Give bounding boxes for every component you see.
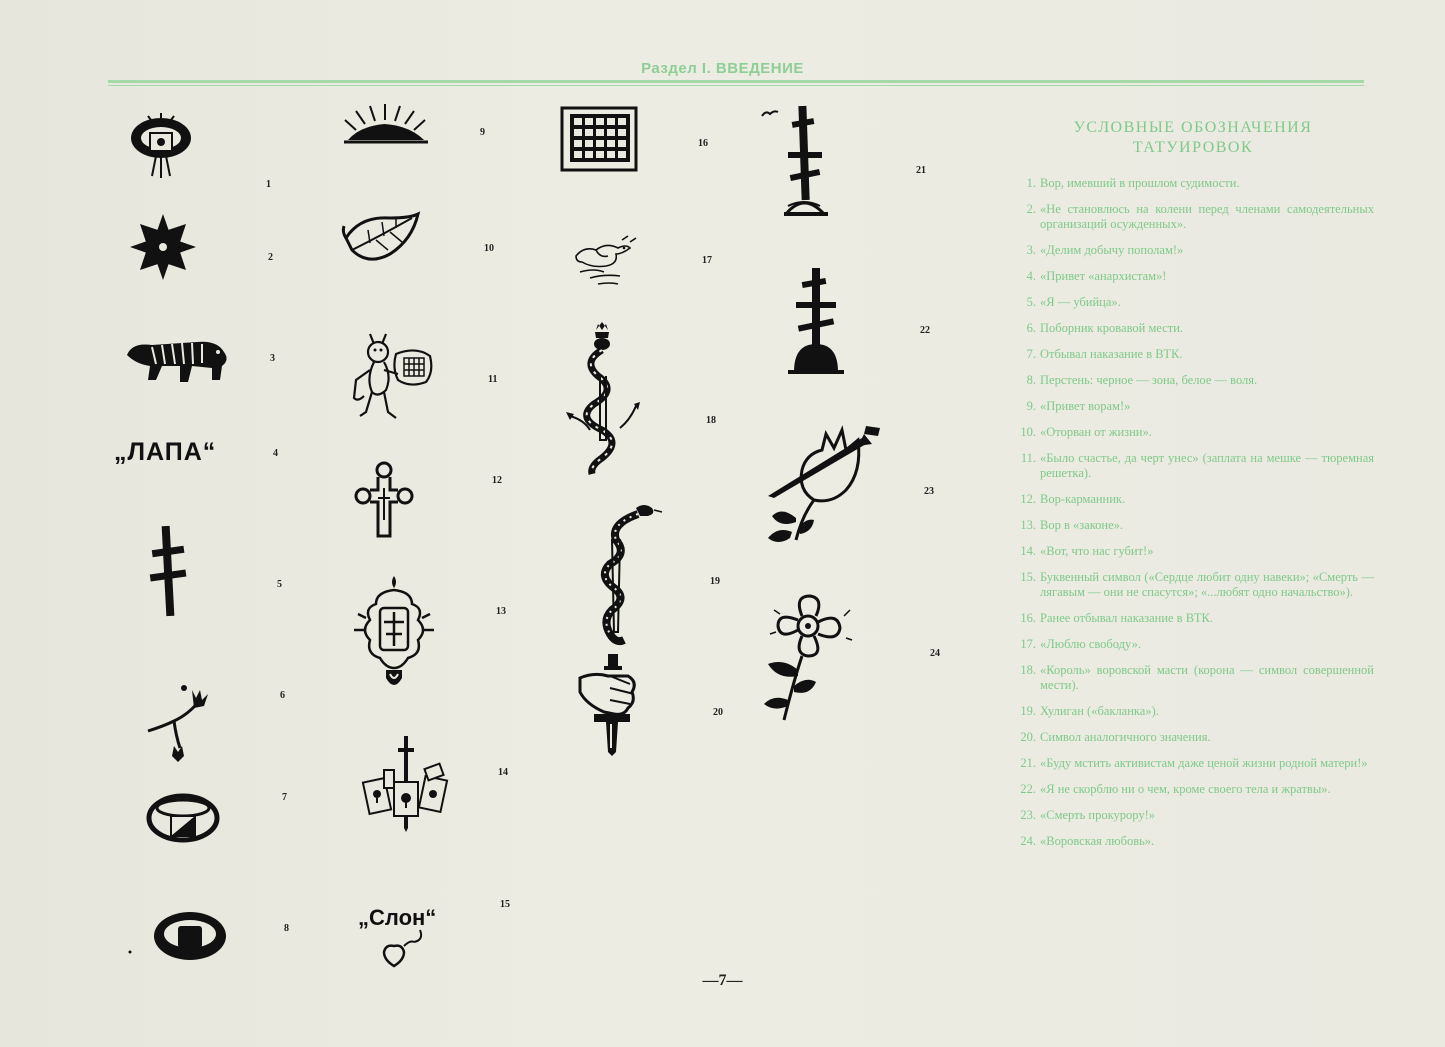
tattoo-24-flower [754,590,854,722]
figure-number-3: 3 [270,353,275,364]
tattoo-6-tulip-branch [144,686,216,764]
figure-number-1: 1 [266,179,271,190]
legend-item [1012,295,1374,310]
figure-number-19: 19 [710,576,720,587]
legend-item-number: 15. [1020,570,1036,584]
legend-item-number: 19. [1020,704,1036,718]
figure-number-6: 6 [280,690,285,701]
legend-item-number: 12. [1020,492,1036,506]
header-rule-thin [108,85,1364,86]
legend-item-text: Вор-карманник. [1040,492,1126,506]
figure-number-14: 14 [498,767,508,778]
legend-item [1012,756,1374,771]
legend-item-text: Символ аналогичного значения. [1040,730,1211,744]
figure-number-2: 2 [268,252,273,263]
legend-item [1012,808,1374,823]
legend-item [1012,321,1374,336]
legend-item-number: 18. [1020,663,1036,677]
legend-item [1012,663,1374,693]
legend-item-text: Вор, имевший в прошлом судимости. [1040,176,1240,190]
tattoo-5-double-cross [148,526,188,618]
legend-item-number: 21. [1020,756,1036,770]
legend-item-number: 24. [1020,834,1036,848]
legend-item [1012,243,1374,258]
tattoo-9-rising-sun [340,102,430,144]
legend-item-text: «Не становлюсь на колени перед членами самодеятельных организаций осужденных». [1040,202,1374,231]
tattoo-22-grave-cross-black [784,266,848,374]
legend-item-text: Отбывал наказание в ВТК. [1040,347,1183,361]
legend-item-number: 20. [1020,730,1036,744]
figure-number-16: 16 [698,138,708,149]
legend-item-text: «Было счастье, да черт унес» (заплата на мешке — тюремная решетка). [1040,451,1374,480]
legend-item-number: 11. [1020,451,1036,465]
legend-item-number: 8. [1026,373,1036,387]
legend-item [1012,451,1374,481]
legend-item-number: 1. [1026,176,1036,190]
legend-item [1012,704,1374,719]
tattoo-18-snake-crown [562,320,644,476]
header-rule [108,80,1364,83]
legend-item-text: «Буду мстить активистам даже ценой жизни родной матери!» [1040,756,1368,770]
legend-item-text: «Вот, что нас губит!» [1040,544,1154,558]
legend-item-number: 16. [1020,611,1036,625]
tattoo-2-star [128,212,198,282]
legend-item-number: 9. [1026,399,1036,413]
legend-item-number: 10. [1020,425,1036,439]
figure-number-9: 9 [480,127,485,138]
figure-number-21: 21 [916,165,926,176]
legend-item-text: «Король» воровской масти (корона — символ совершенной мести). [1040,663,1374,692]
section-header: Раздел I. ВВЕДЕНИЕ [641,60,804,77]
page-number: —7— [702,972,743,989]
tattoo-10-leaf [340,210,420,266]
tattoo-1-eye-ring [126,108,196,183]
figure-number-24: 24 [930,648,940,659]
legend-item-text: «Делим добычу пополам!» [1040,243,1184,257]
legend-item-number: 13. [1020,518,1036,532]
tattoo-20-hand-dagger [574,652,648,756]
legend-item [1012,518,1374,533]
legend-item-number: 5. [1026,295,1036,309]
tattoo-13-icon-cross [350,574,438,694]
tattoo-3-tiger [122,330,232,385]
legend-item-text: «Я не скорблю ни о чем, кроме своего тела и жратвы». [1040,782,1331,796]
legend-item-number: 17. [1020,637,1036,651]
tattoo-8-black-ring [150,904,230,964]
tattoo-14-cards-dagger [360,734,452,832]
legend-item-text: Ранее отбывал наказание в ВТК. [1040,611,1213,625]
tattoo-21-grave-cross-white [760,102,850,220]
figure-number-11: 11 [488,374,498,385]
figure-number-15: 15 [500,899,510,910]
legend-item [1012,611,1374,626]
tattoo-17-bird [570,232,640,288]
legend-item-text: Перстень: черное — зона, белое — воля. [1040,373,1258,387]
legend-item-number: 6. [1026,321,1036,335]
figure-number-17: 17 [702,255,712,266]
tattoo-23-tulip-dagger [762,420,904,556]
tattoo-15-slon-word: „Слон“ [358,905,437,930]
legend-item-text: «Я — убийца». [1040,295,1121,309]
legend-item [1012,834,1374,849]
figure-number-10: 10 [484,243,494,254]
figure-number-18: 18 [706,415,716,426]
legend-item-text: «Смерть прокурору!» [1040,808,1156,822]
legend-item [1012,176,1374,191]
legend-item-text: «Привет ворам!» [1040,399,1131,413]
tattoo-4-lapa-word: „ЛАПА“ [114,438,217,466]
legend-item-number: 22. [1020,782,1036,796]
figure-number-20: 20 [713,707,723,718]
figure-number-22: 22 [920,325,930,336]
legend-item [1012,782,1374,797]
legend-item-number: 14. [1020,544,1036,558]
figure-number-13: 13 [496,606,506,617]
tattoo-11-devil-with-sack [346,326,438,428]
legend-item-text: «Привет «анархистам»! [1040,269,1167,283]
legend-title-line2: ТАТУИРОВОК [1132,139,1254,156]
figure-number-12: 12 [492,475,502,486]
tattoo-16-barred-window [560,106,638,172]
legend-item [1012,399,1374,414]
legend-item-text: Буквенный символ («Сердце любит одну навеки»; «Смерть — лягавым — они не спасутся»; «...любят одно начальство»). [1040,570,1374,599]
legend-item-text: «Оторван от жизни». [1040,425,1152,439]
legend-panel [1012,118,1374,860]
tattoo-7-ring-diagonal [146,792,220,844]
legend-item-number: 4. [1026,269,1036,283]
legend-list [1012,176,1374,849]
legend-item-number: 2. [1026,202,1036,216]
legend-item-text: Вор в «законе». [1040,518,1124,532]
legend-item-text: Хулиган («бакланка»). [1040,704,1159,718]
figure-number-8: 8 [284,923,289,934]
figure-number-7: 7 [282,792,287,803]
legend-title-line1: УСЛОВНЫЕ ОБОЗНАЧЕНИЯ [1073,119,1313,136]
legend-item-text: «Воровская любовь». [1040,834,1155,848]
legend-item [1012,544,1374,559]
legend-item-text: «Люблю свободу». [1040,637,1141,651]
legend-item-number: 23. [1020,808,1036,822]
figure-number-23: 23 [924,486,934,497]
legend-title [1012,118,1374,158]
legend-item [1012,269,1374,284]
figure-number-4: 4 [273,448,278,459]
tattoo-19-snake-dagger [596,500,662,646]
legend-item [1012,570,1374,600]
legend-item [1012,492,1374,507]
tattoo-15-heart [380,930,426,970]
legend-item-number: 7. [1026,347,1036,361]
tattoo-12-ornate-cross [354,460,414,540]
figure-number-5: 5 [277,579,282,590]
legend-item [1012,347,1374,362]
legend-item [1012,373,1374,388]
legend-item [1012,730,1374,745]
legend-item-number: 3. [1026,243,1036,257]
legend-item-text: Поборник кровавой мести. [1040,321,1184,335]
legend-item [1012,202,1374,232]
legend-item [1012,637,1374,652]
legend-item [1012,425,1374,440]
